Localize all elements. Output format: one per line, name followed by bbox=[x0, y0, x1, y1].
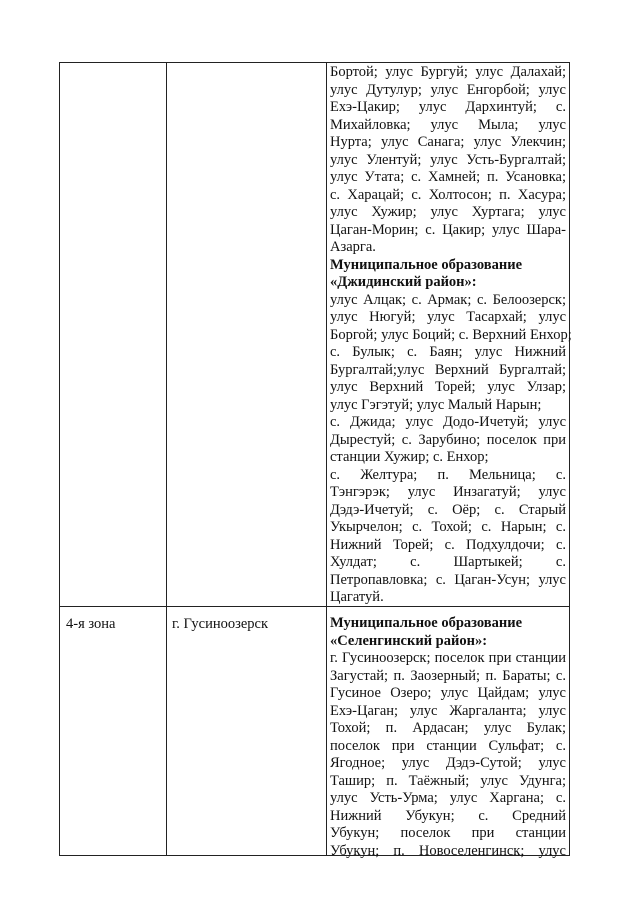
text-line: г. Гусиноозерск; поселок при станции bbox=[330, 650, 566, 666]
municipality-heading-line: «Джидинский район»: bbox=[330, 274, 477, 290]
text-line: Ягодное; улус Дэдэ-Сутой; улус bbox=[330, 755, 566, 771]
row1-settlements-cell bbox=[330, 64, 572, 607]
text-line: улус Гэгэтуй; улус Малый Нарын; bbox=[330, 396, 542, 413]
text-line: Дырестуй; с. Зарубино; поселок при bbox=[330, 431, 566, 448]
text-line: Убукун; п. Новоселенгинск; улус bbox=[330, 842, 566, 859]
row2-settlements-cell bbox=[330, 615, 566, 860]
text-line: поселок при станции Сульфат; с. bbox=[330, 737, 566, 754]
text-line: Цагатуй. bbox=[330, 589, 384, 605]
municipality-heading-line: Муниципальное образование bbox=[330, 615, 523, 631]
text-line: Тохой; п. Ардасан; улус Булак; bbox=[330, 720, 566, 736]
text-line: улус Улентуй; улус Усть-Бургалтай; bbox=[330, 151, 566, 168]
municipality-heading-line: Муниципальное образование bbox=[330, 256, 523, 273]
text-line: улус Нюгуй; улус Тасархай; улус bbox=[330, 309, 566, 325]
text-line: Петропавловка; с. Цаган-Усун; улус bbox=[330, 571, 566, 588]
text-line: Убукун; поселок при станции bbox=[330, 825, 566, 841]
text-line: Ташир; п. Таёжный; улус Удунга; bbox=[330, 772, 566, 789]
text-line: с. Булык; с. Баян; улус Нижний bbox=[330, 344, 566, 360]
text-line: Бургалтай;улус Верхний Бургалтай; bbox=[330, 361, 566, 378]
text-line: станции Хужир; с. Енхор; bbox=[330, 449, 489, 465]
text-line: улус Хужир; улус Хуртага; улус bbox=[330, 204, 566, 220]
text-line: Азарга. bbox=[330, 239, 376, 255]
text-line: Ехэ-Цакир; улус Дархинтуй; с. bbox=[330, 99, 566, 115]
text-line: Боргой; улус Боций; с. Верхний Енхор; bbox=[330, 326, 572, 343]
row2-zone-cell: 4-я зона bbox=[66, 616, 116, 632]
text-line: Гусиное Озеро; улус Цайдам; улус bbox=[330, 685, 566, 701]
text-line: улус Алцак; с. Армак; с. Белоозерск; bbox=[330, 291, 566, 308]
text-line: Нижний Убукун; с. Средний bbox=[330, 807, 566, 824]
row2-center-cell: г. Гусиноозерск bbox=[172, 616, 268, 632]
text-line: Тэнгэрэк; улус Инзагатуй; улус bbox=[330, 484, 566, 500]
settlements-table bbox=[59, 62, 572, 859]
text-line: с. Джида; улус Додо-Ичетуй; улус bbox=[330, 414, 566, 430]
text-line: Цаган-Морин; с. Цакир; улус Шара- bbox=[330, 221, 566, 238]
text-line: с. Харацай; с. Холтосон; п. Хасура; bbox=[330, 186, 566, 203]
text-line: Укырчелон; с. Тохой; с. Нарын; с. bbox=[330, 519, 566, 535]
text-line: улус Дутулур; улус Енгорбой; улус bbox=[330, 81, 566, 98]
text-line: Бортой; улус Бургуй; улус Далахай; bbox=[330, 64, 566, 80]
text-line: Хулдат; с. Шартыкей; с. bbox=[330, 554, 566, 570]
text-line: Нижний Торей; с. Подхулдочи; с. bbox=[330, 536, 566, 553]
text-line: Михайловка; улус Мыла; улус bbox=[330, 116, 566, 133]
text-line: улус Утата; с. Хамней; п. Усановка; bbox=[330, 169, 566, 185]
text-line: улус Усть-Урма; улус Харгана; с. bbox=[330, 790, 566, 806]
text-line: Загустай; п. Заозерный; п. Бараты; с. bbox=[330, 667, 566, 684]
text-line: Нурта; улус Санага; улус Улекчин; bbox=[330, 134, 566, 150]
text-line: с. Желтура; п. Мельница; с. bbox=[330, 466, 566, 483]
text-line: улус Верхний Торей; улус Улзар; bbox=[330, 379, 566, 395]
column-divider bbox=[166, 63, 167, 855]
text-line: Ехэ-Цаган; улус Жаргаланта; улус bbox=[330, 702, 566, 719]
column-divider bbox=[326, 63, 327, 855]
text-line: Дэдэ-Ичетуй; с. Оёр; с. Старый bbox=[330, 501, 566, 518]
municipality-heading-line: «Селенгинский район»: bbox=[330, 632, 488, 649]
